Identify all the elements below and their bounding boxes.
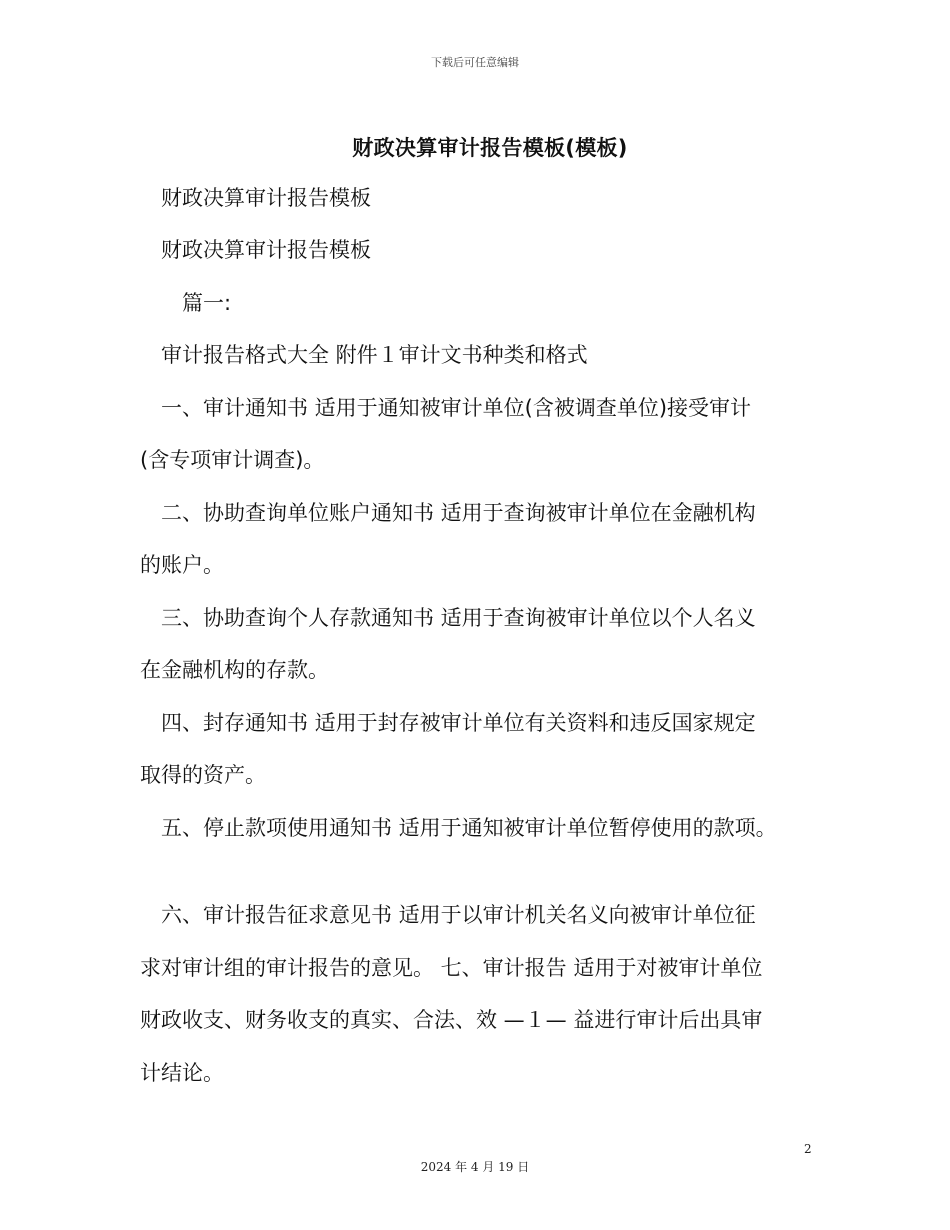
paragraph-line: 的账户。 [140,553,224,577]
paragraph-line: 在金融机构的存款。 [140,658,329,682]
paragraph-line: 二、协助查询单位账户通知书 适用于查询被审计单位在金融机构 [140,501,756,525]
paragraph-line: 三、协助查询个人存款通知书 适用于查询被审计单位以个人名义 [140,606,756,630]
paragraph-line: 求对审计组的审计报告的意见。 七、审计报告 适用于对被审计单位 [140,956,763,980]
paragraph-line: 四、封存通知书 适用于封存被审计单位有关资料和违反国家规定 [140,711,756,735]
paragraph-line: 一、审计通知书 适用于通知被审计单位(含被调查单位)接受审计 [140,396,752,420]
paragraph-line: 取得的资产。 [140,763,266,787]
paragraph-line: 六、审计报告征求意见书 适用于以审计机关名义向被审计单位征 [140,903,756,927]
paragraph-line: (含专项审计调查)。 [140,448,325,472]
paragraph-line: 篇一: [140,291,232,315]
paragraph-line: 审计报告格式大全 附件１审计文书种类和格式 [140,343,588,367]
document-title: 财政决算审计报告模板(模板) [352,136,628,160]
page-number: 2 [804,1142,812,1156]
paragraph-line: 五、停止款项使用通知书 适用于通知被审计单位暂停使用的款项。 [140,816,777,840]
paragraph-line: 计结论。 [140,1061,224,1085]
paragraph-line: 财政收支、财务收支的真实、合法、效 —１— 益进行审计后出具审 [140,1008,763,1032]
paragraph-line: 财政决算审计报告模板 [140,186,371,210]
paragraph-line: 财政决算审计报告模板 [140,238,371,262]
header-note: 下载后可任意编辑 [431,56,519,69]
footer-date: 2024 年 4 月 19 日 [420,1160,530,1174]
